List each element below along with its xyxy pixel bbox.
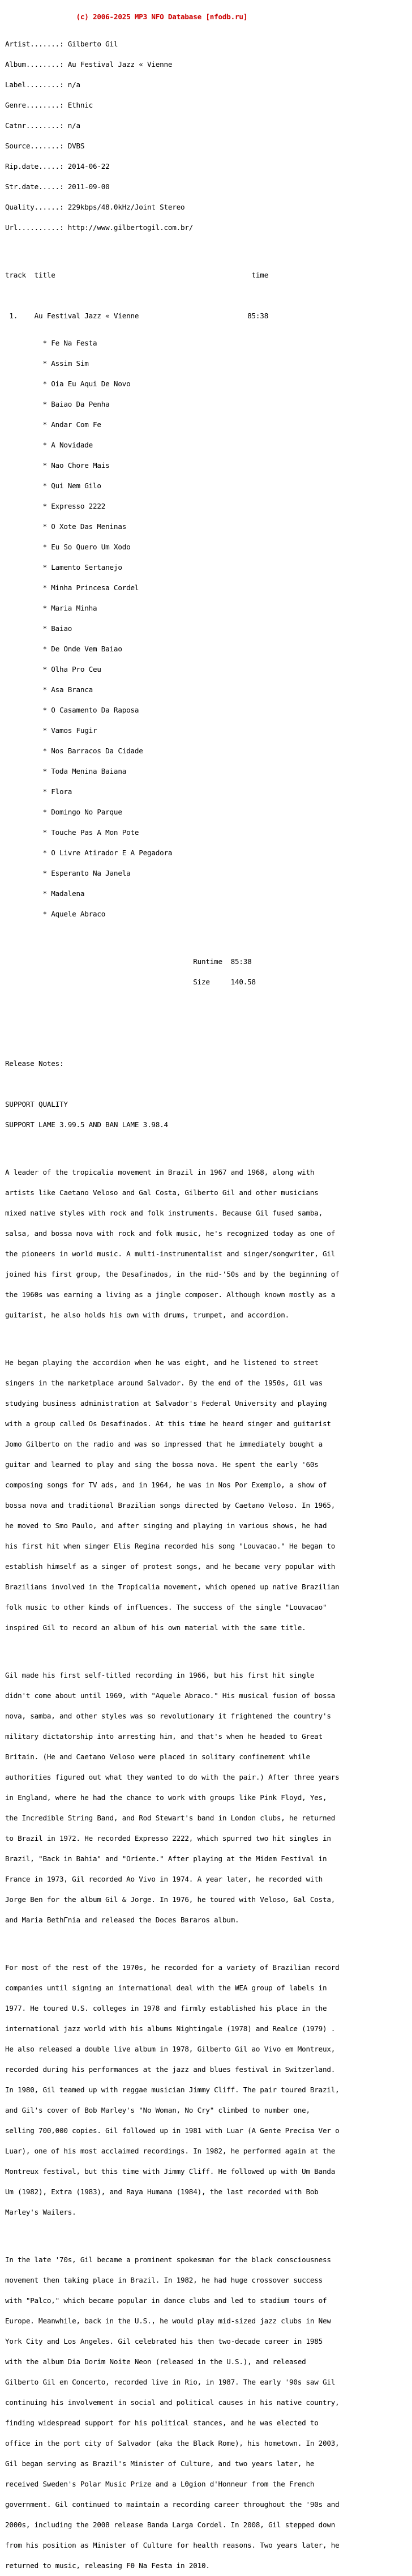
bio-line: Luar), one of his most acclaimed recordings. In 1982, he performed again at the	[5, 2147, 336, 2155]
total-runtime: Runtime 85:38	[5, 957, 252, 966]
bio-line: In the late '70s, Gil became a prominent spokesman for the black consciousness	[5, 2255, 331, 2264]
meta-quality: Quality......: 229kbps/48.0kHz/Joint Stereo	[5, 203, 185, 211]
bio-line: government. Gil continued to maintain a recording career throughout the '90s and	[5, 2500, 340, 2509]
bio-line: Marley's Wailers.	[5, 2208, 76, 2216]
bio-line: movement then taking place in Brazil. In 1982, he had huge crossover success	[5, 2276, 323, 2284]
bio-line: Jorge Ben for the album Gil & Jorge. In 1976, he toured with Veloso, Gal Costa,	[5, 1895, 336, 1904]
support-lame: SUPPORT LAME 3.99.5 AND BAN LAME 3.98.4	[5, 1120, 168, 1129]
bio-line: received Sweden's Polar Music Prize and a LӨgion d'Honneur from the French	[5, 2480, 315, 2488]
bio-line: Gilberto Gil em Concerto, recorded live in Rio, in 1987. The early '90s saw Gil	[5, 2378, 336, 2386]
bio-line: Europe. Meanwhile, back in the U.S., he would play mid-sized jazz clubs in New	[5, 2317, 331, 2325]
song-item: * O Livre Atirador E A Pegadora	[5, 848, 173, 857]
bio-line: guitar and learned to play and sing the bossa nova. He spent the early '60s	[5, 1460, 319, 1469]
bio-line: international jazz world with his albums Nightingale (1978) and Realce (1979) .	[5, 2024, 336, 2033]
song-item: * Olha Pro Ceu	[5, 665, 101, 673]
track-main: 1. Au Festival Jazz « Vienne 85:38	[5, 312, 269, 320]
blank-line	[5, 1332, 340, 1339]
meta-album: Album........: Au Festival Jazz « Vienne	[5, 60, 173, 69]
meta-artist: Artist.......: Gilberto Gil	[5, 40, 118, 48]
bio-line: Jomo Gilberto on the radio and was so impressed that he immediately bought a	[5, 1440, 323, 1448]
bio-line: A leader of the tropicalia movement in Brazil in 1967 and 1968, along with	[5, 1168, 315, 1176]
blank-line	[5, 1142, 340, 1149]
blank-line	[5, 1020, 340, 1026]
bio-line: In 1980, Gil teamed up with reggae musician Jimmy Cliff. The pair toured Brazil,	[5, 2085, 340, 2094]
bio-line: military dictatorship into arresting him, and that's when he headed to Great	[5, 1732, 323, 1741]
meta-source: Source.......: DVBS	[5, 142, 85, 150]
bio-line: Gil made his first self-titled recording in 1966, but his first hit single	[5, 1671, 315, 1679]
bio-line: bossa nova and traditional Brazilian songs directed by Caetano Veloso. In 1965,	[5, 1501, 336, 1509]
song-item: * Madalena	[5, 889, 85, 898]
bio-line: finding widespread support for his political stances, and he was elected to	[5, 2419, 319, 2427]
bio-line: authorities figured out what they wanted to do with the pair.) After three years	[5, 1773, 340, 1781]
blank-line	[5, 1040, 340, 1047]
bio-line: folk music to other kinds of influences. The success of the single "Louvacao"	[5, 1603, 327, 1611]
bio-line: Montreux festival, but this time with Jimmy Cliff. He followed up with Um Banda	[5, 2167, 336, 2176]
song-item: * Oia Eu Aqui De Novo	[5, 379, 131, 388]
bio-line: and Maria BethΓnia and released the Doces Bвraros album.	[5, 1916, 239, 1924]
bio-line: Um (1982), Extra (1983), and Raya Humana (1984), the last recorded with Bob	[5, 2187, 319, 2196]
bio-line: Britain. (He and Caetano Veloso were placed in solitary confinement while	[5, 1752, 310, 1761]
bio-line: selling 700,000 copies. Gil followed up in 1981 with Luar (A Gente Precisa Ver o	[5, 2126, 340, 2135]
bio-line: France in 1973, Gil recorded Ao Vivo in 1974. A year later, he recorded with	[5, 1875, 323, 1883]
song-item: * Flora	[5, 787, 72, 796]
bio-line: the 1960s was earning a living as a jingle composer. Although known mostly as a	[5, 1290, 336, 1299]
bio-line: in England, where he had the chance to work with groups like Pink Floyd, Yes,	[5, 1793, 327, 1802]
bio-line: companies until signing an international deal with the WEA group of labels in	[5, 1984, 327, 1992]
bio-line: didn't come about until 1969, with "Aquele Abraco." His musical fusion of bossa	[5, 1691, 336, 1700]
bio-line: the Incredible String Band, and Rod Stewart's band in London clubs, he returned	[5, 1814, 336, 1822]
bio-line: Gil began serving as Brazil's Minister of Culture, and two years later, he	[5, 2459, 315, 2468]
bio-line: For most of the rest of the 1970s, he recorded for a variety of Brazilian record	[5, 1963, 340, 1972]
bio-line: the pioneers in world music. A multi-instrumentalist and singer/songwriter, Gil	[5, 1249, 336, 1258]
bio-line: from his position as Minister of Culture for health reasons. Two years later, he	[5, 2541, 340, 2549]
blank-line	[5, 999, 340, 1006]
meta-url: Url..........: http://www.gilbertogil.com.br/	[5, 223, 194, 232]
meta-str-date: Str.date.....: 2011-09-00	[5, 182, 110, 191]
copyright-banner: (c) 2006-2025 MP3 NFO Database [nfodb.ru]	[5, 12, 248, 21]
song-item: * Aquele Abraco	[5, 910, 106, 918]
bio-line: mixed native styles with rock and folk instruments. Because Gil fused samba,	[5, 1209, 323, 1217]
bio-line: to Brazil in 1972. He recorded Expresso 2222, which spurred two hit singles in	[5, 1834, 331, 1843]
song-item: * Nos Barracos Da Cidade	[5, 747, 143, 755]
blank-line	[5, 1937, 340, 1944]
total-size: Size 140.58	[5, 978, 256, 986]
song-item: * De Onde Vem Baiao	[5, 645, 122, 653]
bio-line: studying business administration at Salvador's Federal University and playing	[5, 1399, 327, 1408]
bio-line: his first hit when singer Elis Regina recorded his song "Louvacao." He began to	[5, 1542, 336, 1550]
song-item: * Minha Princesa Cordel	[5, 583, 139, 592]
blank-line	[5, 1081, 340, 1087]
bio-line: with a group called Os Desafinados. At this time he heard singer and guitarist	[5, 1419, 331, 1428]
bio-line: with "Palco," which became popular in dance clubs and led to stadium tours of	[5, 2296, 327, 2305]
song-item: * A Novidade	[5, 441, 93, 449]
bio-line: York City and Los Angeles. Gil celebrated his then two-decade career in 1985	[5, 2337, 323, 2345]
blank-line	[5, 938, 340, 945]
support-quality: SUPPORT QUALITY	[5, 1100, 68, 1108]
blank-line	[5, 251, 340, 258]
meta-genre: Genre........: Ethnic	[5, 101, 93, 109]
bio-line: nova, samba, and other styles was so revolutionary it frightened the country's	[5, 1712, 331, 1720]
bio-line: composing songs for TV ads, and in 1964, he was in Nos Por Exemplo, a show of	[5, 1481, 327, 1489]
bio-line: he moved to Smo Paulo, and after singing and playing in various shows, he had	[5, 1521, 327, 1530]
bio-line: inspired Gil to record an album of his own material with the same title.	[5, 1623, 306, 1632]
bio-line: guitarist, he also holds his own with drums, trumpet, and accordion.	[5, 1311, 289, 1319]
song-item: * Baiao	[5, 624, 72, 633]
bio-line: Brazil, "Back in Bahia" and "Oriente." After playing at the Midem Festival in	[5, 1854, 327, 1863]
bio-line: He also released a double live album in 1978, Gilberto Gil ao Vivo em Montreux,	[5, 2045, 336, 2053]
song-item: * Esperanto Na Janela	[5, 869, 131, 877]
bio-line: recorded during his performances at the jazz and blues festival in Switzerland.	[5, 2065, 336, 2074]
nfo-document	[5, 0, 340, 2576]
bio-line: Brazilians involved in the Tropicalia movement, which opened up native Brazilian	[5, 1583, 340, 1591]
song-item: * Toda Menina Baiana	[5, 767, 127, 775]
bio-line: salsa, and bossa nova with rock and folk music, he's recognized today as one of	[5, 1229, 336, 1238]
bio-line: establish himself as a singer of protest songs, and he became very popular with	[5, 1562, 336, 1571]
blank-line	[5, 2229, 340, 2236]
meta-catnr: Catnr........: n/a	[5, 121, 80, 130]
song-item: * Lamento Sertanejo	[5, 563, 122, 572]
meta-label: Label........: n/a	[5, 80, 80, 89]
bio-line: office in the port city of Salvador (aka the Black Rome), his hometown. In 2003,	[5, 2439, 340, 2447]
blank-line	[5, 292, 340, 299]
bio-line: artists like Caetano Veloso and Gal Costa, Gilberto Gil and other musicians	[5, 1188, 319, 1197]
bio-line: continuing his involvement in social and political causes in his native country,	[5, 2398, 340, 2407]
song-item: * Asa Branca	[5, 685, 93, 694]
blank-line	[5, 1645, 340, 1652]
song-item: * Andar Com Fe	[5, 420, 101, 429]
bio-line: He began playing the accordion when he was eight, and he listened to street	[5, 1358, 319, 1367]
song-item: * O Xote Das Meninas	[5, 522, 127, 531]
song-item: * Baiao Da Penha	[5, 400, 110, 408]
song-item: * Eu So Quero Um Xodo	[5, 543, 131, 551]
song-item: * Qui Nem Gilo	[5, 481, 101, 490]
song-item: * Nao Chore Mais	[5, 461, 110, 470]
meta-rip-date: Rip.date.....: 2014-06-22	[5, 162, 110, 170]
release-notes-title: Release Notes:	[5, 1059, 64, 1068]
bio-line: singers in the marketplace around Salvador. By the end of the 1950s, Gil was	[5, 1379, 323, 1387]
bio-line: with the album Dia Dorim Noite Neon (released in the U.S.), and released	[5, 2357, 306, 2366]
bio-line: 2000s, including the 2008 release Banda Larga Cordel. In 2008, Gil stepped down	[5, 2520, 336, 2529]
song-item: * Vamos Fugir	[5, 726, 97, 735]
song-item: * Expresso 2222	[5, 502, 106, 510]
song-item: * Fe Na Festa	[5, 339, 97, 347]
song-item: * Domingo No Parque	[5, 808, 122, 816]
song-item: * Maria Minha	[5, 604, 97, 612]
bio-line: returned to music, releasing FӨ Na Festa in 2010.	[5, 2561, 210, 2570]
song-item: * O Casamento Da Raposa	[5, 706, 139, 714]
tracklist-header: track title time	[5, 271, 269, 279]
song-item: * Assim Sim	[5, 359, 89, 368]
song-item: * Touche Pas A Mon Pote	[5, 828, 139, 837]
bio-line: joined his first group, the Desafinados, in the mid-'50s and by the beginning of	[5, 1270, 340, 1278]
bio-line: and Gil's cover of Bob Marley's "No Woman, No Cry" climbed to number one,	[5, 2106, 310, 2114]
bio-line: 1977. He toured U.S. colleges in 1978 and firmly established his place in the	[5, 2004, 327, 2012]
